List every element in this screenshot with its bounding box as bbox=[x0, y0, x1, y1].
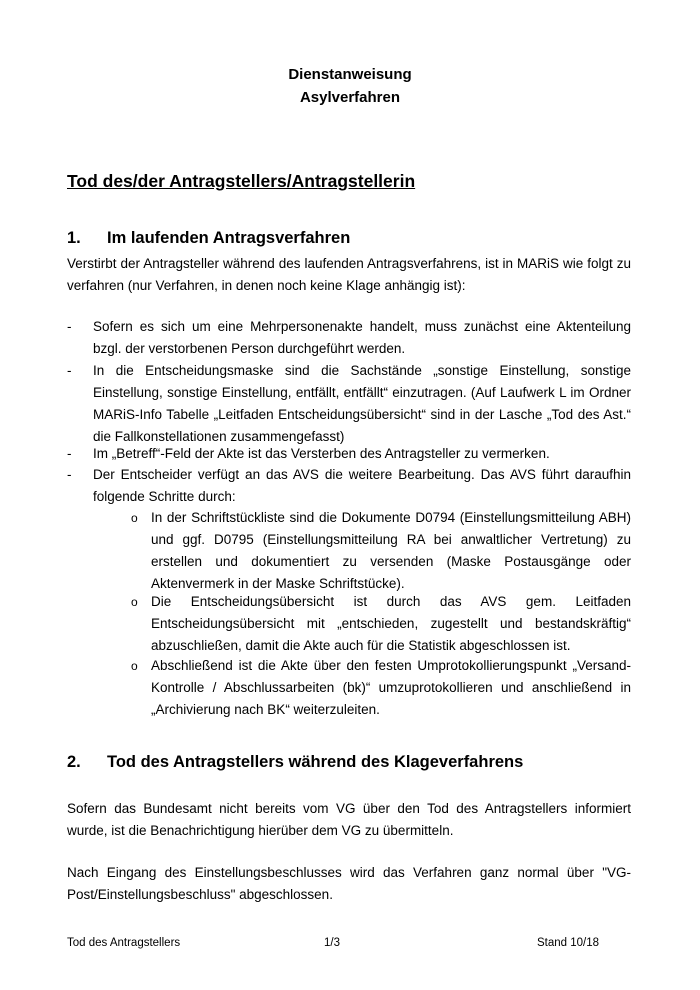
list-item-4-text: Der Entscheider verfügt an das AVS die weitere Bearbeitung. Das AVS führt daraufhin folgende Schritte durch: bbox=[93, 467, 631, 504]
list-item-1-marker: - bbox=[67, 319, 72, 334]
sub-item-1-text: In der Schriftstückliste sind die Dokumente D0794 (Einstellungsmitteilung ABH) und ggf. D0795 (Einstellungsmitteilung RA bei anwaltlicher Vertretung) zu erstellen und dokumentiert zu versenden (Maske Postausgänge oder Aktenvermerk in der Maske Schriftstücke). bbox=[151, 510, 631, 591]
section-1-title: Im laufenden Antragsverfahren bbox=[107, 229, 351, 247]
footer-page-number: 1/3 bbox=[324, 937, 340, 949]
sub-item-2-text: Die Entscheidungsübersicht ist durch das AVS gem. Leitfaden Entscheidungsübersicht mit „entschieden, zugestellt und bestandskräftig“ abzuschließen, damit die Akte auch für die Statistik abgeschlossen ist. bbox=[151, 594, 631, 653]
sub-item-3-text: Abschließend ist die Akte über den festen Umprotokollierungspunkt „Versand-Kontrolle / Abschlussarbeiten (bk)“ umzuprotokollieren und anschließend in „Archivierung nach BK“ weiterzuleiten. bbox=[151, 658, 631, 717]
section-1-heading bbox=[67, 228, 350, 248]
list-item-2-text: In die Entscheidungsmaske sind die Sachstände „sonstige Einstellung, sonstige Einstellung, sonstige Einstellung, entfällt, entfällt“ einzutragen. (Auf Laufwerk L im Ordner MARiS-Info Tabelle „Leitfaden Entscheidungsübersicht“ sind in der Lasche „Tod des Ast.“ die Fallkonstellationen zusammengefasst) bbox=[93, 363, 631, 444]
section-2-title: Tod des Antragstellers während des Klageverfahrens bbox=[107, 753, 524, 771]
list-item-3-marker: - bbox=[67, 446, 72, 461]
sub-item-3-marker: o bbox=[131, 659, 138, 673]
list-item-1-text: Sofern es sich um eine Mehrpersonenakte handelt, muss zunächst eine Aktenteilung bzgl. der verstorbenen Person durchgeführt werden. bbox=[93, 319, 631, 356]
footer-document-name: Tod des Antragstellers bbox=[67, 937, 181, 949]
sub-item-1-marker: o bbox=[131, 511, 138, 525]
document-title: Tod des/der Antragstellers/Antragstellerin bbox=[67, 171, 416, 191]
section-2-paragraph-1: Sofern das Bundesamt nicht bereits vom VG über den Tod des Antragstellers informiert wurde, ist die Benachrichtigung hierüber dem VG zu übermitteln. bbox=[67, 801, 631, 838]
section-2-number: 2. bbox=[67, 753, 81, 771]
footer-version: Stand 10/18 bbox=[537, 937, 600, 949]
sub-item-2-marker: o bbox=[131, 595, 138, 609]
list-item-4-marker: - bbox=[67, 467, 72, 482]
list-item-3-text: Im „Betreff“-Feld der Akte ist das Versterben des Antragsteller zu vermerken. bbox=[93, 446, 550, 461]
section-2-paragraph-2: Nach Eingang des Einstellungsbeschlusses wird das Verfahren ganz normal über "VG-Post/Einstellungsbeschluss" abgeschlossen. bbox=[67, 865, 631, 902]
section-2-heading bbox=[67, 752, 523, 772]
header-line-1: Dienstanweisung bbox=[288, 66, 412, 83]
section-1-intro: Verstirbt der Antragsteller während des laufenden Antragsverfahrens, ist in MARiS wie folgt zu verfahren (nur Verfahren, in denen noch keine Klage anhängig ist): bbox=[67, 256, 631, 293]
list-item-2-marker: - bbox=[67, 363, 72, 378]
section-1-number: 1. bbox=[67, 229, 81, 247]
header-line-2: Asylverfahren bbox=[299, 89, 401, 106]
